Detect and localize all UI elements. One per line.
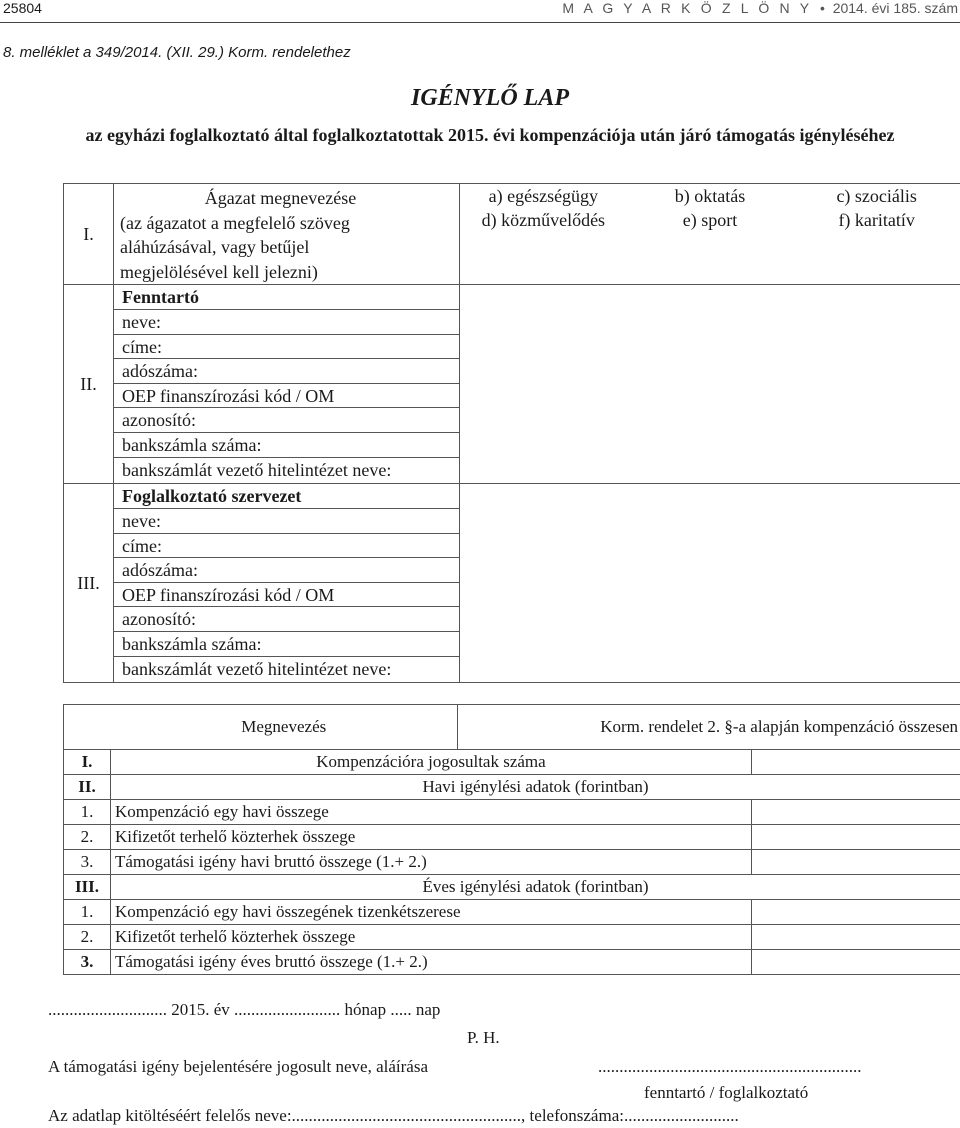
- row-value-cell[interactable]: [752, 925, 960, 950]
- maintainer-name-label: neve:: [114, 310, 459, 335]
- row-label: Támogatási igény éves bruttó összege (1.+ 2.): [111, 950, 752, 975]
- maintainer-oep-label: OEP finanszírozási kód / OM: [114, 384, 459, 409]
- row-label: Kompenzáció egy havi összegének tizenkétszerese: [111, 900, 752, 925]
- date-line[interactable]: ............................ 2015. év ......................... hónap ..... nap: [48, 1000, 441, 1019]
- maintainer-tax-label: adószáma:: [114, 359, 459, 384]
- page-number: 25804: [3, 0, 42, 16]
- sector-option-f[interactable]: f) karitatív: [838, 210, 915, 230]
- row-label: Kifizetőt terhelő közterhek összege: [111, 825, 752, 850]
- row-number: 1.: [64, 900, 111, 925]
- employer-address-label: címe:: [114, 534, 459, 559]
- header-blank: [64, 705, 111, 750]
- compensation-table: [63, 704, 960, 975]
- row-value-cell[interactable]: [752, 950, 960, 975]
- sector-option-b[interactable]: b) oktatás: [674, 186, 746, 206]
- section-numeral-1: I.: [64, 184, 114, 285]
- journal-name: M A G Y A R K Ö Z L Ö N Y: [562, 0, 813, 16]
- row-label: Támogatási igény havi bruttó összege (1.+ 2.): [111, 850, 752, 875]
- table-row: [64, 775, 960, 800]
- sector-option-e[interactable]: e) sport: [682, 210, 738, 230]
- annex-reference: 8. melléklet a 349/2014. (XII. 29.) Korm. rendelethez: [3, 44, 351, 61]
- maintainer-fields: [114, 285, 460, 484]
- row-number: 2.: [64, 925, 111, 950]
- maintainer-input-area[interactable]: [460, 285, 960, 484]
- row-label: Kompenzáció egy havi összege: [111, 800, 752, 825]
- signer-label: A támogatási igény bejelentésére jogosult neve, aláírása: [48, 1057, 429, 1076]
- table-row: [64, 875, 960, 900]
- sector-line: Ágazat megnevezése: [204, 188, 357, 208]
- stamp-placeholder: P. H.: [467, 1028, 500, 1047]
- maintainer-address-label: címe:: [114, 335, 459, 360]
- sector-label: [114, 184, 460, 285]
- employer-heading: Foglalkoztató szervezet: [114, 484, 459, 509]
- row-value-cell[interactable]: [752, 750, 960, 775]
- row-number: 1.: [64, 800, 111, 825]
- maintainer-heading: Fenntartó: [114, 285, 459, 310]
- employer-id-label: azonosító:: [114, 607, 459, 632]
- row-number: 3.: [64, 850, 111, 875]
- applicant-table: [63, 183, 960, 683]
- form-subtitle: az egyházi foglalkoztató által foglalkoztatottak 2015. évi kompenzációja után járó támogatás igényléséhez: [85, 125, 895, 145]
- row-number: III.: [64, 875, 111, 900]
- table-row: [64, 850, 960, 875]
- sector-line: (az ágazatot a megfelelő szöveg: [120, 212, 350, 233]
- row-label: Éves igénylési adatok (forintban): [111, 875, 960, 900]
- sector-line: megjelölésével kell jelezni): [120, 261, 318, 282]
- row-number: I.: [64, 750, 111, 775]
- table-row: [64, 800, 960, 825]
- col-header-value: Korm. rendelet 2. §-a alapján kompenzáció összesen: [458, 705, 960, 750]
- maintainer-bank-name-label: bankszámlát vezető hitelintézet neve:: [122, 459, 392, 480]
- row-value-cell[interactable]: [752, 900, 960, 925]
- employer-name-label: neve:: [114, 509, 459, 534]
- row-value-cell[interactable]: [752, 850, 960, 875]
- employer-bank-name-label: bankszámlát vezető hitelintézet neve:: [122, 658, 392, 679]
- employer-input-area[interactable]: [460, 484, 960, 683]
- sector-option-a[interactable]: a) egészségügy: [488, 186, 599, 206]
- sector-option-d[interactable]: d) közművelődés: [481, 210, 606, 230]
- row-label: Havi igénylési adatok (forintban): [111, 775, 960, 800]
- sector-line: aláhúzásával, vagy betűjel: [120, 237, 310, 258]
- sector-option-c[interactable]: c) szociális: [836, 186, 917, 206]
- employer-oep-label: OEP finanszírozási kód / OM: [114, 583, 459, 608]
- header-divider: [0, 22, 960, 23]
- row-value-cell[interactable]: [752, 825, 960, 850]
- employer-fields: [114, 484, 460, 683]
- row-label: Kifizetőt terhelő közterhek összege: [111, 925, 752, 950]
- row-number: 3.: [64, 950, 111, 975]
- table-row: [64, 825, 960, 850]
- maintainer-id-label: azonosító:: [114, 408, 459, 433]
- sector-options[interactable]: [460, 184, 960, 285]
- row-number: 2.: [64, 825, 111, 850]
- form-title: IGÉNYLŐ LAP: [411, 85, 569, 111]
- row-label: Kompenzációra jogosultak száma: [111, 750, 752, 775]
- table-row: [64, 950, 960, 975]
- journal-header: M A G Y A R K Ö Z L Ö N Y • 2014. évi 185. szám: [562, 0, 958, 16]
- col-header-name: Megnevezés: [111, 705, 458, 750]
- section-numeral-3: III.: [64, 484, 114, 683]
- journal-issue: 2014. évi 185. szám: [832, 0, 958, 16]
- row-value-cell[interactable]: [752, 800, 960, 825]
- signer-role: fenntartó / foglalkoztató: [644, 1083, 809, 1102]
- table-row: [64, 900, 960, 925]
- table-row: [64, 925, 960, 950]
- maintainer-bank-account-label: bankszámla száma:: [114, 433, 459, 458]
- signature-line[interactable]: ..............................................................: [598, 1057, 862, 1076]
- employer-bank-account-label: bankszámla száma:: [114, 632, 459, 657]
- section-numeral-2: II.: [64, 285, 114, 484]
- row-number: II.: [64, 775, 111, 800]
- employer-tax-label: adószáma:: [114, 558, 459, 583]
- contact-line[interactable]: Az adatlap kitöltéséért felelős neve:......................................................, telefonszáma:...........................: [48, 1106, 739, 1125]
- table-row: [64, 750, 960, 775]
